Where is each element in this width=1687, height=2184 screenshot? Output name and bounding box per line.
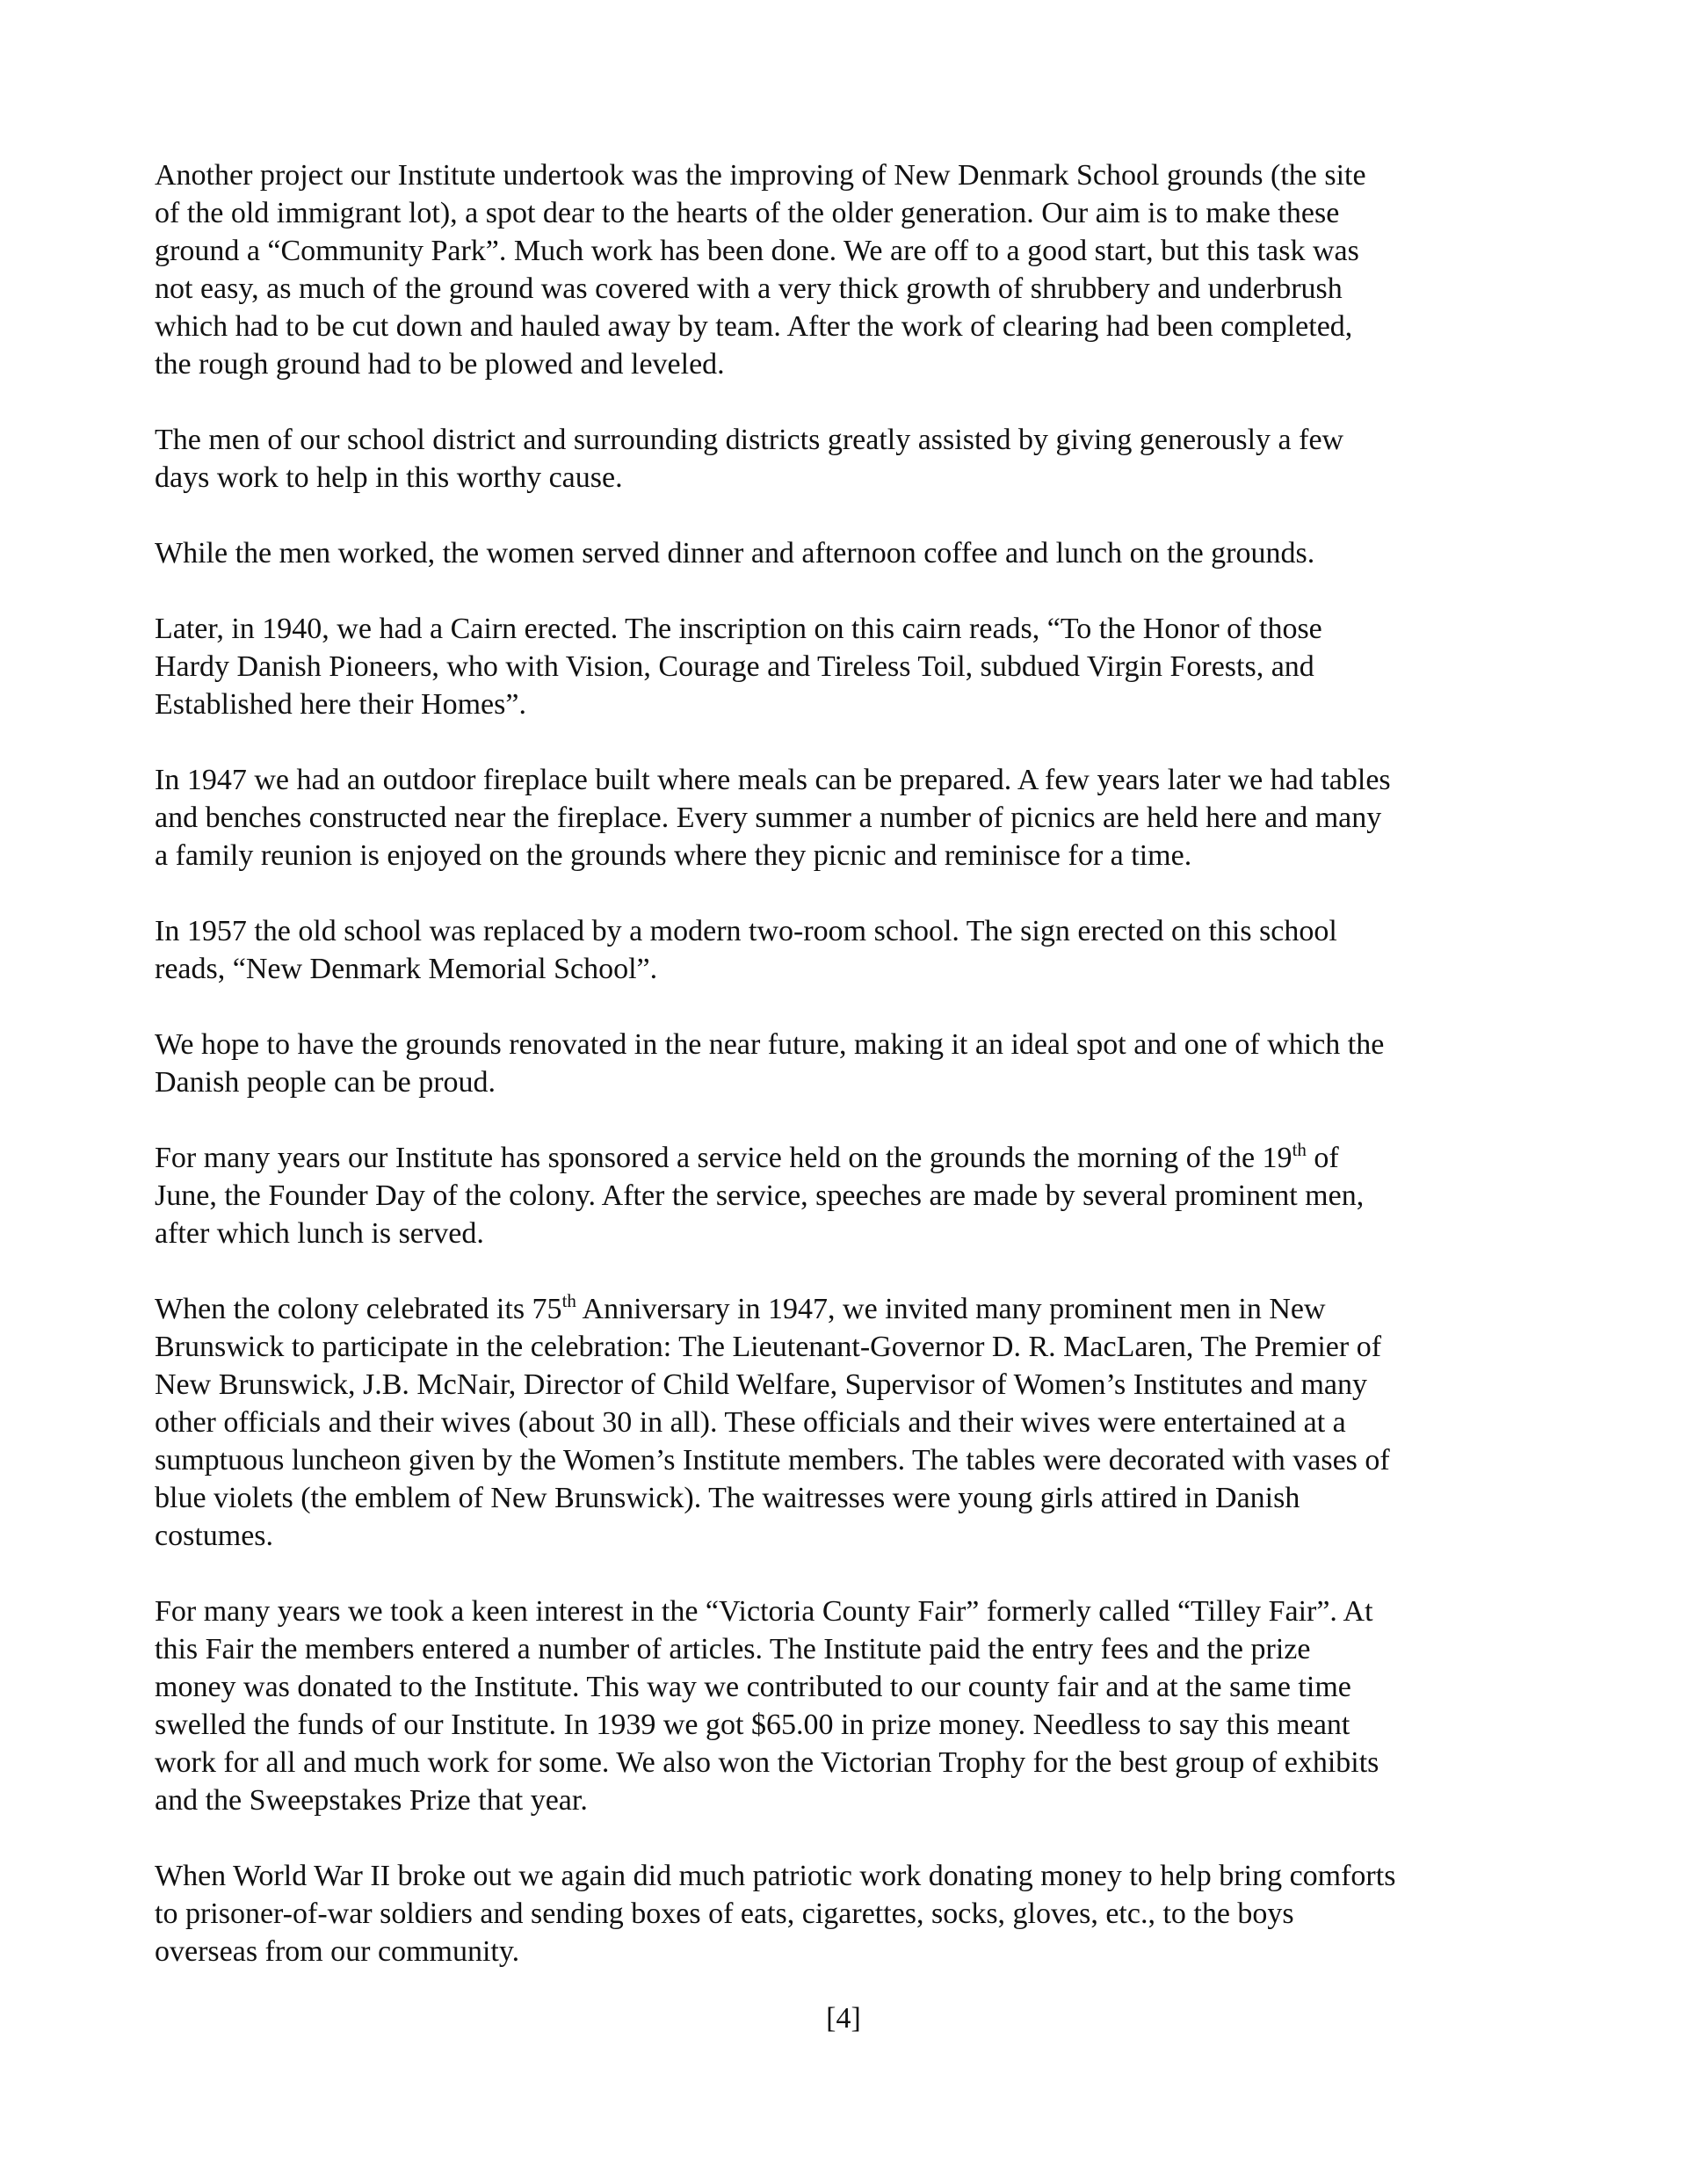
text-line: costumes. bbox=[155, 1520, 274, 1552]
text-line: New Brunswick, J.B. McNair, Director of Child Welfare, Supervisor of Women’s Institutes and many bbox=[155, 1368, 1367, 1401]
text-line: Established here their Homes”. bbox=[155, 688, 526, 721]
text-line: which had to be cut down and hauled away by team. After the work of clearing had been completed, bbox=[155, 310, 1353, 343]
text-line: For many years we took a keen interest in the “Victoria County Fair” formerly called “Tilley Fair”. At bbox=[155, 1595, 1373, 1628]
text-line: blue violets (the emblem of New Brunswick). The waitresses were young girls attired in Danish bbox=[155, 1482, 1300, 1514]
text-line: and benches constructed near the fireplace. Every summer a number of picnics are held here and many bbox=[155, 802, 1382, 834]
page-number: [4] bbox=[826, 2002, 861, 2035]
paragraph-county-fair bbox=[155, 1593, 1543, 1819]
text-line: When World War II broke out we again did much patriotic work donating money to help bring comforts bbox=[155, 1860, 1396, 1892]
text-line: When the colony celebrated its 75 bbox=[155, 1293, 562, 1325]
text-line: other officials and their wives (about 30 in all). These officials and their wives were entertained at a bbox=[155, 1406, 1346, 1439]
paragraph-cairn bbox=[155, 610, 1543, 723]
text-line: work for all and much work for some. We also won the Victorian Trophy for the best group of exhibits bbox=[155, 1746, 1379, 1779]
text-line: We hope to have the grounds renovated in the near future, making it an ideal spot and one of which the bbox=[155, 1028, 1385, 1061]
text-line: Hardy Danish Pioneers, who with Vision, Courage and Tireless Toil, subdued Virgin Forests, and bbox=[155, 650, 1314, 683]
text-line: The men of our school district and surrounding districts greatly assisted by giving generously a few bbox=[155, 424, 1344, 456]
paragraph-fireplace bbox=[155, 761, 1543, 874]
ordinal-suffix: th bbox=[561, 1290, 576, 1311]
paragraph-new-school bbox=[155, 912, 1543, 988]
text-line: after which lunch is served. bbox=[155, 1217, 484, 1250]
text-line: to prisoner-of-war soldiers and sending boxes of eats, cigarettes, socks, gloves, etc., to the boys bbox=[155, 1897, 1294, 1930]
text-line: of the old immigrant lot), a spot dear to the hearts of the older generation. Our aim is to make these bbox=[155, 197, 1340, 229]
paragraph-world-war bbox=[155, 1857, 1543, 1970]
paragraph-founder-day bbox=[155, 1139, 1543, 1252]
text-line: overseas from our community. bbox=[155, 1935, 520, 1968]
text-line: sumptuous luncheon given by the Women’s Institute members. The tables were decorated with vases of bbox=[155, 1444, 1390, 1477]
text-line: money was donated to the Institute. This way we contributed to our county fair and at the same time bbox=[155, 1671, 1351, 1703]
text-line: reads, “New Denmark Memorial School”. bbox=[155, 953, 658, 985]
text-line: swelled the funds of our Institute. In 1939 we got $65.00 in prize money. Needless to say this meant bbox=[155, 1709, 1350, 1741]
text-line: Anniversary in 1947, we invited many prominent men in New bbox=[576, 1293, 1326, 1325]
text-line: Danish people can be proud. bbox=[155, 1066, 496, 1099]
paragraph-school-grounds bbox=[155, 156, 1543, 383]
text-line: days work to help in this worthy cause. bbox=[155, 461, 623, 494]
paragraph-renovation bbox=[155, 1026, 1543, 1101]
document-body bbox=[155, 156, 1543, 1970]
text-line: Another project our Institute undertook was the improving of New Denmark School grounds (the site bbox=[155, 159, 1366, 192]
paragraph-anniversary bbox=[155, 1290, 1543, 1555]
text-line: For many years our Institute has sponsored a service held on the grounds the morning of the 19 bbox=[155, 1142, 1292, 1174]
paragraph-men-volunteers bbox=[155, 421, 1543, 497]
ordinal-suffix: th bbox=[1292, 1139, 1307, 1160]
text-line: this Fair the members entered a number of articles. The Institute paid the entry fees and the prize bbox=[155, 1633, 1311, 1665]
text-line: the rough ground had to be plowed and leveled. bbox=[155, 348, 725, 381]
text-line: not easy, as much of the ground was covered with a very thick growth of shrubbery and underbrush bbox=[155, 272, 1343, 305]
text-line: In 1957 the old school was replaced by a modern two-room school. The sign erected on this school bbox=[155, 915, 1337, 947]
paragraph-women-served bbox=[155, 534, 1543, 572]
text-line: and the Sweepstakes Prize that year. bbox=[155, 1784, 588, 1817]
text-line: Brunswick to participate in the celebration: The Lieutenant-Governor D. R. MacLaren, The Premier of bbox=[155, 1331, 1382, 1363]
text-line: a family reunion is enjoyed on the grounds where they picnic and reminisce for a time. bbox=[155, 839, 1192, 872]
text-line: While the men worked, the women served dinner and afternoon coffee and lunch on the grounds. bbox=[155, 537, 1315, 570]
text-line: In 1947 we had an outdoor fireplace built where meals can be prepared. A few years later we had tables bbox=[155, 764, 1391, 796]
text-line: ground a “Community Park”. Much work has been done. We are off to a good start, but this task was bbox=[155, 235, 1359, 267]
text-line: of bbox=[1306, 1142, 1339, 1174]
text-line: June, the Founder Day of the colony. After the service, speeches are made by several prominent men, bbox=[155, 1179, 1365, 1212]
text-line: Later, in 1940, we had a Cairn erected. The inscription on this cairn reads, “To the Honor of those bbox=[155, 613, 1322, 645]
